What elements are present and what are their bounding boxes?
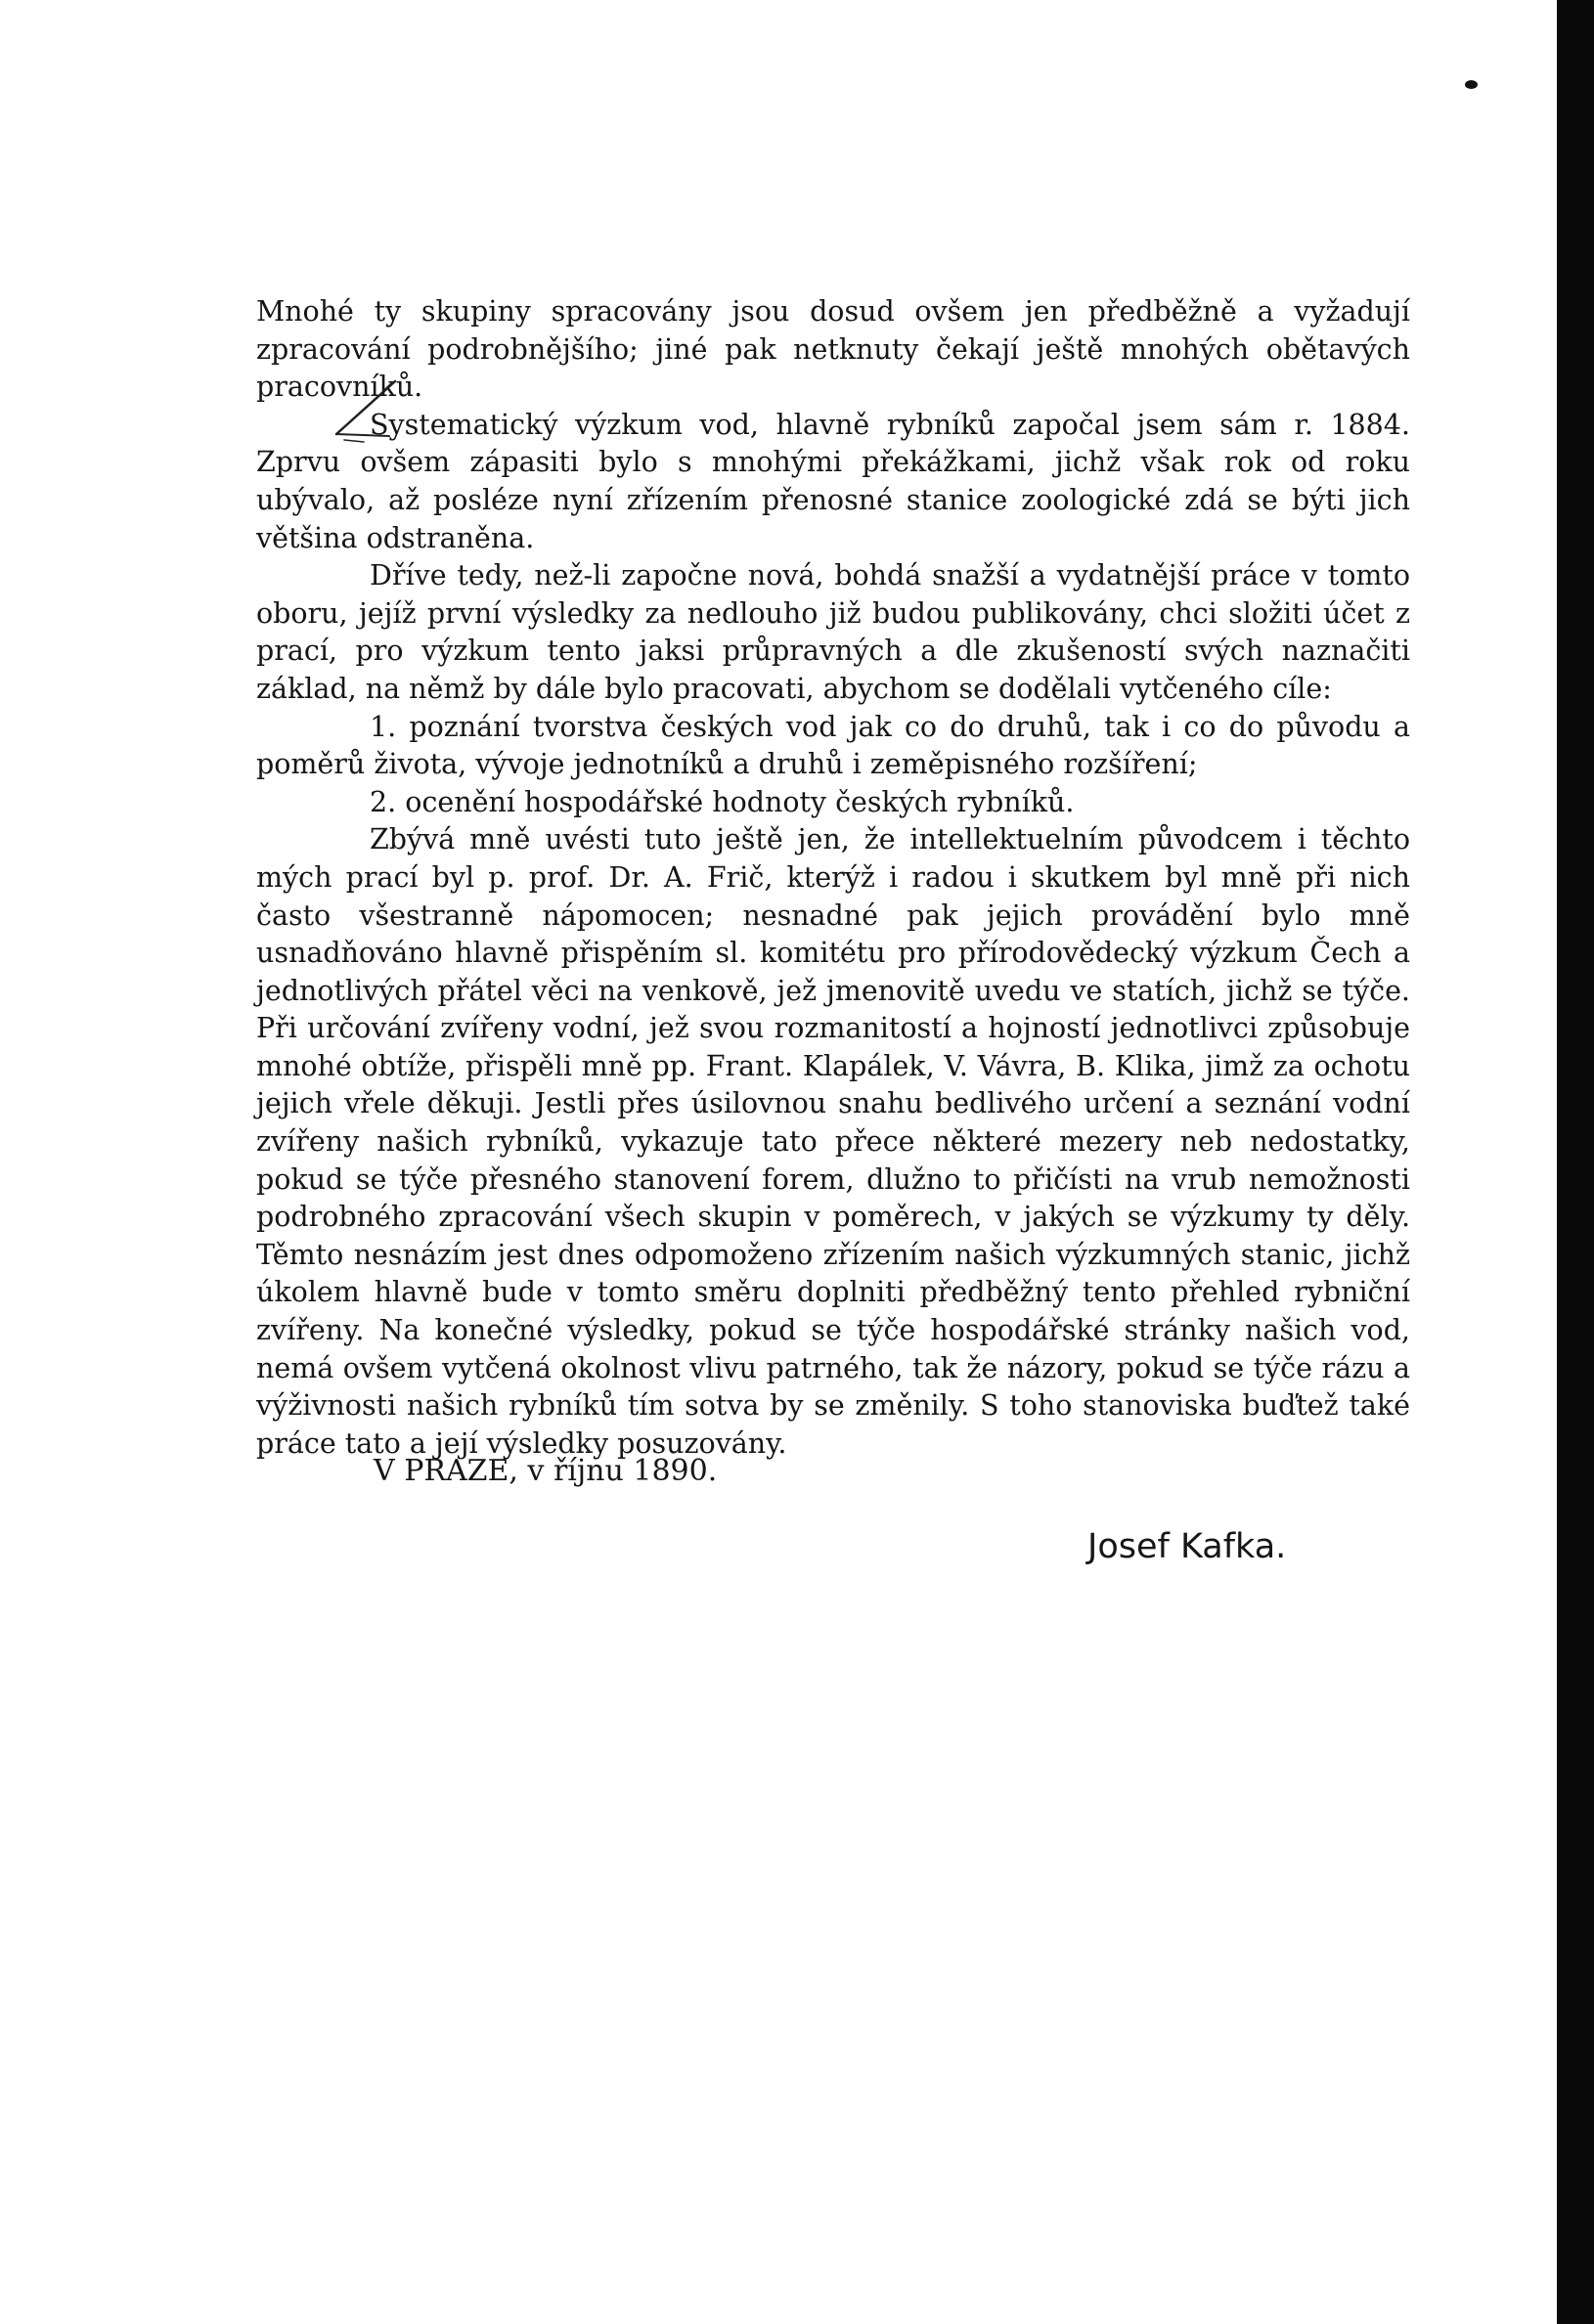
author-signature: Josef Kafka. (1087, 1527, 1287, 1566)
place-and-date: V PRAZE, v říjnu 1890. (374, 1454, 718, 1488)
aim-item-1: 1. poznání tvorstva českých vod jak co do druhů, tak i co do původu a poměrů života, vývoje jednotníků a druhů i zeměpisného rozšíření; (256, 710, 1410, 781)
paragraph-continuation: Mnohé ty skupiny spracovány jsou dosud ovšem jen předběžně a vyžadují zpracování podrobnějšího; jiné pak netknuty čekají ještě mnohých obětavých pracovníků. (256, 295, 1410, 404)
paragraph-aims: Dříve tedy, než-li započne nová, bohdá snažší a vydatnější práce v tomto oboru, jejíž první výsledky za nedlouho již budou publikovány, chci složiti účet z prací, pro výzkum tento jaksi průpravných a dle zkušeností svých naznačiti základ, na němž by dále bylo pracovati, abychom se dodělali vytčeného cíle: (256, 559, 1410, 705)
aim-item-2: 2. ocenění hospodářské hodnoty českých rybníků. (370, 785, 1075, 818)
ink-dot-mark (1465, 80, 1478, 89)
paragraph-research-history: Systematický výzkum vod, hlavně rybníků započal jsem sám r. 1884. Zprvu ovšem zápasiti bylo s mnohými překážkami, jichž však rok od roku ubývalo, až posléze nyní zřízením přenosné stanice zoologické zdá se býti jich většina odstraněna. (256, 408, 1410, 554)
paragraph-acknowledgements: Zbývá mně uvésti tuto ještě jen, že intellektuelním původcem i těchto mých prací byl p. prof. Dr. A. Frič, kterýž i radou i skutkem byl mně při nich často všestranně nápomocen; nesnadné pak jejich provádění bylo mně usnadňováno hlavně přispěním sl. komitétu pro přírodovědecký výzkum Čech a jednotlivých přátel věci na venkově, jež jmenovitě uvedu ve statích, jichž se týče. Při určování zvířeny vodní, jež svou rozmanitostí a hojností jednotlivci způsobuje mnohé obtíže, přispěli mně pp. Frant. Klapálek, V. Vávra, B. Klika, jimž za ochotu jejich vřele děkuji. Jestli přes úsilovnou snahu bedlivého určení a seznání vodní zvířeny našich rybníků, vykazuje tato přece některé mezery neb nedostatky, pokud se týče přesného stanovení forem, dlužno to přičísti na vrub nemožnosti podrobného zpracování všech skupin v poměrech, v jakých se výzkumy ty děly. Těmto nesnázím jest dnes odpomoženo zřízením našich výzkumných stanic, jichž úkolem hlavně bude v tomto směru doplniti předběžný tento přehled rybniční zvířeny. Na konečné výsledky, pokud se týče hospodářské stránky našich vod, nemá ovšem vytčená okolnost vlivu patrného, tak že názory, pokud se týče rázu a výživnosti našich rybníků tím sotva by se změnily. S toho stanoviska buďtež také práce tato a její výsledky posuzovány. (256, 823, 1410, 1460)
body-text (256, 293, 1410, 1463)
pencil-paragraph-mark-icon (331, 379, 401, 448)
